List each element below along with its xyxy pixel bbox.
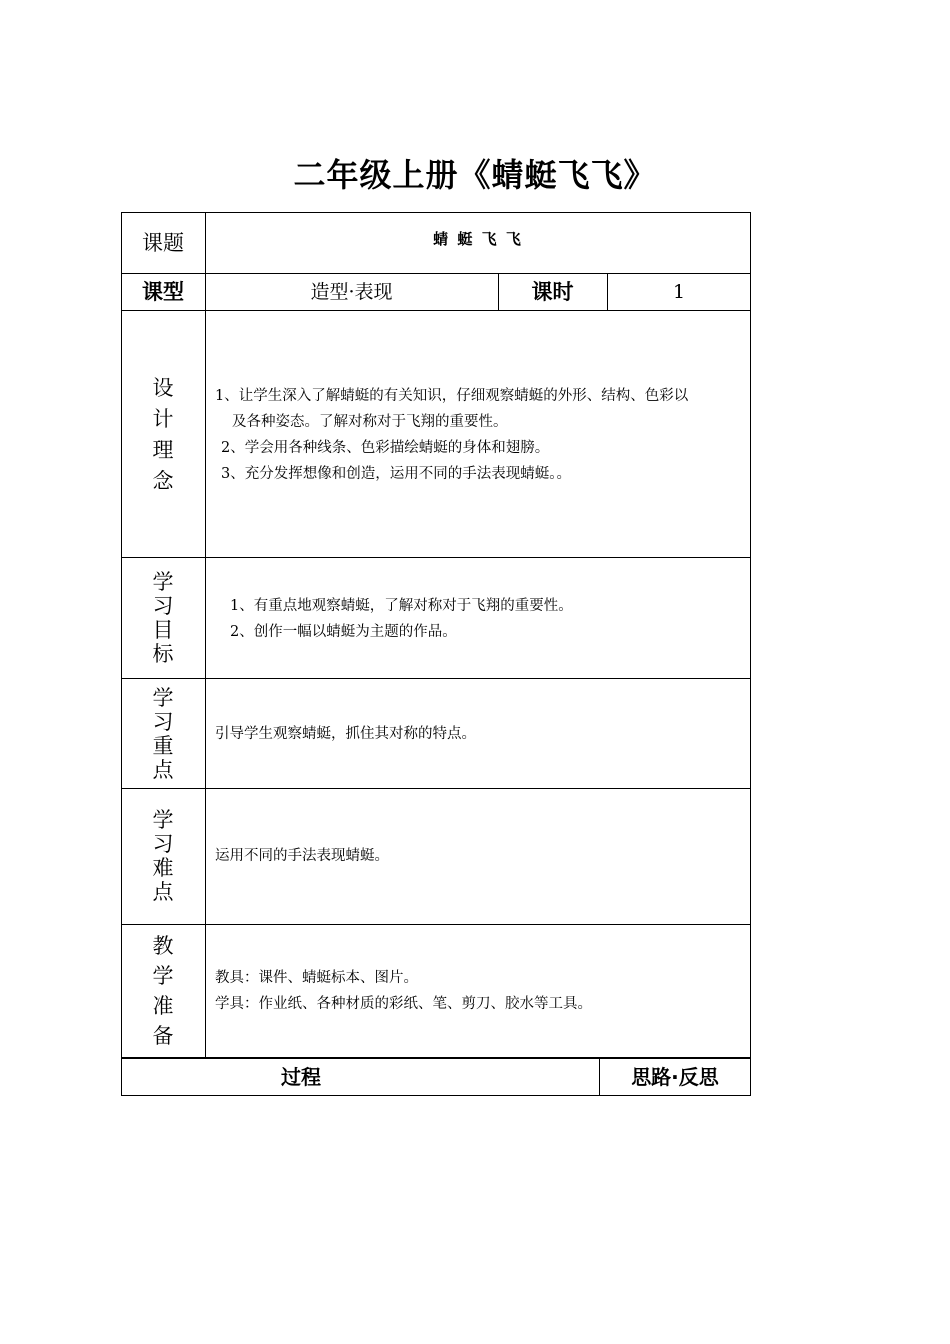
goals-line: 1、有重点地观察蜻蜓，了解对称对于飞翔的重要性。: [230, 598, 573, 614]
preparation-content: [215, 965, 745, 1017]
difficulties-content: 运用不同的手法表现蜻蜓。: [215, 848, 389, 864]
table-divider: [205, 212, 206, 1058]
type-label: 课型: [142, 280, 184, 304]
label-char: 重: [152, 734, 174, 758]
label-char: 计: [152, 407, 174, 431]
design-label: [148, 373, 178, 497]
design-line: 及各种姿态。了解对称对于飞翔的重要性。: [232, 414, 508, 430]
label-char: 念: [152, 469, 174, 493]
design-content: [215, 383, 750, 487]
table-divider: [121, 924, 751, 925]
label-char: 标: [152, 642, 174, 666]
label-char: 设: [152, 376, 174, 400]
table-divider: [121, 678, 751, 679]
hours-value: 1: [672, 281, 686, 303]
table-divider: [121, 310, 751, 311]
label-char: 学: [152, 570, 174, 594]
table-divider: [121, 273, 751, 274]
label-char: 点: [152, 880, 174, 904]
label-char: 习: [152, 710, 174, 734]
design-line: 3、充分发挥想像和创造，运用不同的手法表现蜻蜓。。: [221, 466, 571, 482]
label-char: 习: [152, 832, 174, 856]
reflection-label: 思路·反思: [631, 1065, 719, 1089]
label-char: 理: [152, 438, 174, 462]
goals-content: [230, 593, 745, 645]
preparation-line: 学具：作业纸、各种材质的彩纸、笔、剪刀、胶水等工具。: [215, 996, 592, 1012]
hours-label: 课时: [531, 280, 574, 304]
label-char: 教: [152, 934, 174, 958]
topic-value: 蜻 蜓 飞 飞: [433, 230, 523, 248]
label-char: 点: [152, 758, 174, 782]
topic-label: 课题: [142, 231, 184, 255]
design-line: 2、学会用各种线条、色彩描绘蜻蜓的身体和翅膀。: [221, 440, 550, 456]
table-divider: [121, 788, 751, 789]
key-points-label: [148, 686, 178, 782]
label-char: 习: [152, 594, 174, 618]
label-char: 备: [152, 1024, 174, 1048]
label-char: 准: [152, 994, 174, 1018]
label-char: 学: [152, 808, 174, 832]
difficulties-label: [148, 808, 178, 904]
preparation-label: [148, 931, 178, 1051]
page-title: 二年级上册《蜻蜓飞飞》: [293, 156, 657, 194]
design-line: 1、让学生深入了解蜻蜓的有关知识，仔细观察蜻蜓的外形、结构、色彩以: [215, 388, 689, 404]
type-value: 造型·表现: [310, 281, 393, 303]
label-char: 目: [152, 618, 174, 642]
preparation-line: 教具：课件、蜻蜓标本、图片。: [215, 970, 418, 986]
process-label: 过程: [281, 1065, 321, 1089]
goals-label: [148, 570, 178, 666]
label-char: 难: [152, 856, 174, 880]
goals-line: 2、创作一幅以蜻蜓为主题的作品。: [230, 624, 457, 640]
key-points-content: 引导学生观察蜻蜓，抓住其对称的特点。: [215, 726, 476, 742]
label-char: 学: [152, 964, 174, 988]
table-divider: [121, 557, 751, 558]
label-char: 学: [152, 686, 174, 710]
